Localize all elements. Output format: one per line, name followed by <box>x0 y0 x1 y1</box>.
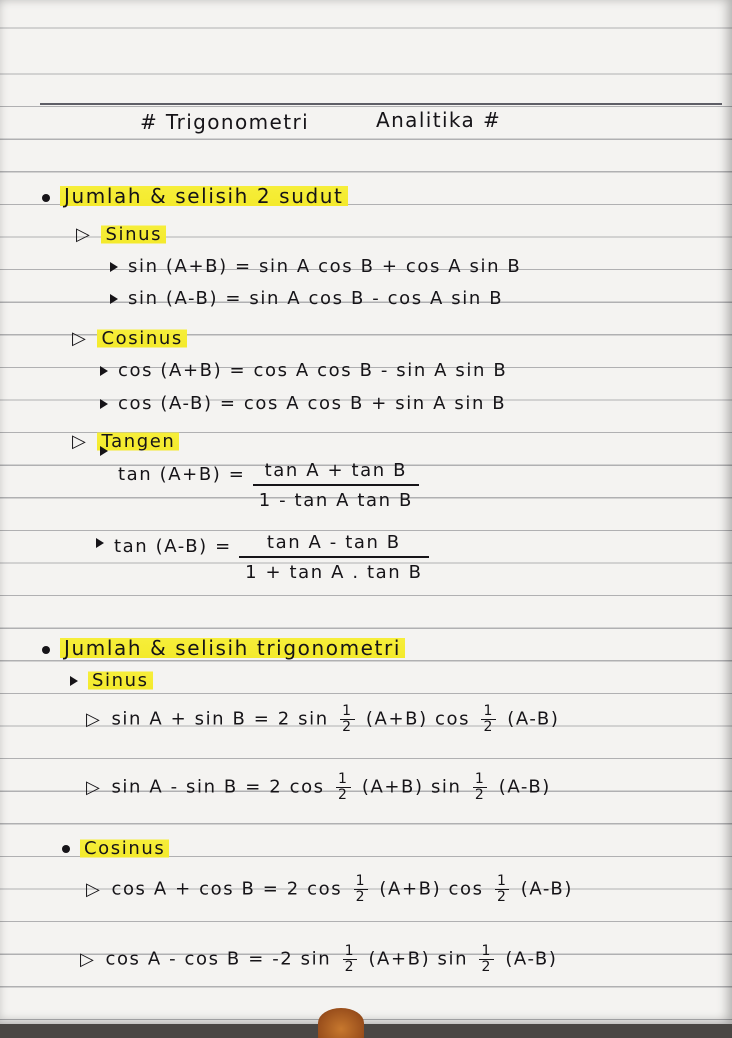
formula-row <box>100 460 419 511</box>
half-num: 1 <box>474 771 486 787</box>
formula-row <box>86 772 551 803</box>
formula-tan-sum-lhs: tan (A+B) = <box>118 464 246 485</box>
formula-row <box>100 393 506 414</box>
formula-part: (A-B) <box>507 708 560 730</box>
formula-sin-sum: sin (A+B) = sin A cos B + cos A sin B <box>128 256 522 277</box>
half-fraction <box>336 772 351 803</box>
tangen-label: Tangen <box>97 431 179 452</box>
formula-part: cos A + cos B = 2 cos <box>111 878 343 900</box>
half-den: 2 <box>481 959 492 975</box>
formula-tan-diff-lhs: tan (A-B) = <box>114 536 232 557</box>
half-num: 1 <box>481 943 492 959</box>
formula-part: (A+B) cos <box>379 878 484 900</box>
triangle-marker-icon: ▷ <box>72 431 88 452</box>
half-fraction <box>481 704 496 735</box>
half-num: 1 <box>338 771 349 787</box>
section1-heading: Jumlah & selisih 2 sudut <box>60 184 348 208</box>
half-fraction <box>473 772 488 803</box>
cosinus-label-row <box>72 328 187 349</box>
formula-row <box>110 288 503 309</box>
sinus-label: Sinus <box>101 224 166 245</box>
half-fraction <box>479 944 494 975</box>
formula-cos-sum: cos (A+B) = cos A cos B - sin A sin B <box>118 360 508 381</box>
triangle-marker-icon: ▷ <box>80 948 96 970</box>
fraction <box>239 532 428 583</box>
half-fraction <box>354 874 369 905</box>
half-den: 2 <box>474 787 486 803</box>
formula-part: (A+B) cos <box>365 708 471 730</box>
bullet-dot-icon <box>42 194 50 202</box>
triangle-marker-icon: ▷ <box>76 224 92 245</box>
sinus2-label-row <box>70 670 153 691</box>
half-fraction <box>340 704 355 735</box>
fraction <box>253 460 419 511</box>
arrow-bullet-icon <box>110 294 118 304</box>
formula-row <box>110 256 521 277</box>
fraction-denominator: 1 - tan A tan B <box>258 490 413 511</box>
half-fraction <box>343 944 358 975</box>
arrow-bullet-icon <box>100 399 108 409</box>
arrow-bullet-icon <box>100 366 108 376</box>
arrow-bullet-icon <box>100 446 108 456</box>
half-den: 2 <box>355 889 367 905</box>
bullet-dot-icon <box>42 646 50 654</box>
triangle-marker-icon: ▷ <box>86 878 102 900</box>
formula-part: (A+B) sin <box>361 776 462 798</box>
fraction-denominator: 1 + tan A . tan B <box>245 562 423 583</box>
formula-row <box>100 360 507 381</box>
cosinus2-label-row <box>62 838 169 859</box>
cosinus2-label: Cosinus <box>80 838 169 859</box>
cosinus-label: Cosinus <box>97 328 186 349</box>
formula-row <box>86 704 559 735</box>
half-num: 1 <box>483 703 494 719</box>
formula-sin-diff: sin (A-B) = sin A cos B - cos A sin B <box>128 288 504 309</box>
formula-part: cos A - cos B = -2 sin <box>105 948 332 970</box>
half-den: 2 <box>342 719 353 735</box>
formula-cos-diff: cos (A-B) = cos A cos B + sin A sin B <box>118 393 507 414</box>
section2-heading: Jumlah & selisih trigonometri <box>60 636 405 660</box>
half-den: 2 <box>483 719 494 735</box>
arrow-bullet-icon <box>70 676 78 686</box>
formula-part: (A+B) sin <box>368 948 469 970</box>
arrow-bullet-icon <box>96 538 104 548</box>
formula-part: sin A + sin B = 2 sin <box>111 708 329 730</box>
section1-heading-row <box>42 184 348 208</box>
half-den: 2 <box>338 787 349 803</box>
half-num: 1 <box>496 873 508 889</box>
bullet-dot-icon <box>62 845 70 853</box>
formula-row <box>96 532 429 583</box>
half-num: 1 <box>355 873 367 889</box>
thumb <box>318 1008 364 1038</box>
half-den: 2 <box>344 959 356 975</box>
triangle-marker-icon: ▷ <box>86 708 102 730</box>
half-num: 1 <box>342 703 353 719</box>
tangen-label-row <box>72 431 179 452</box>
half-num: 1 <box>344 943 356 959</box>
fraction-numerator: tan A - tan B <box>239 532 428 558</box>
triangle-marker-icon: ▷ <box>86 776 102 798</box>
formula-row <box>80 944 557 975</box>
formula-part: (A-B) <box>505 948 558 970</box>
arrow-bullet-icon <box>110 262 118 272</box>
triangle-marker-icon: ▷ <box>72 328 88 349</box>
sinus2-label: Sinus <box>88 670 153 691</box>
sinus-label-row <box>76 224 166 245</box>
top-margin-line <box>40 103 722 105</box>
formula-part: (A-B) <box>498 776 551 798</box>
title-left: # Trigonometri <box>140 110 310 134</box>
fraction-numerator: tan A + tan B <box>253 460 419 486</box>
section2-heading-row <box>42 636 405 660</box>
half-den: 2 <box>496 889 508 905</box>
formula-row <box>86 874 573 905</box>
half-fraction <box>495 874 510 905</box>
formula-part: (A-B) <box>520 878 573 900</box>
formula-part: sin A - sin B = 2 cos <box>111 776 325 798</box>
title-right: Analitika # <box>376 108 502 132</box>
